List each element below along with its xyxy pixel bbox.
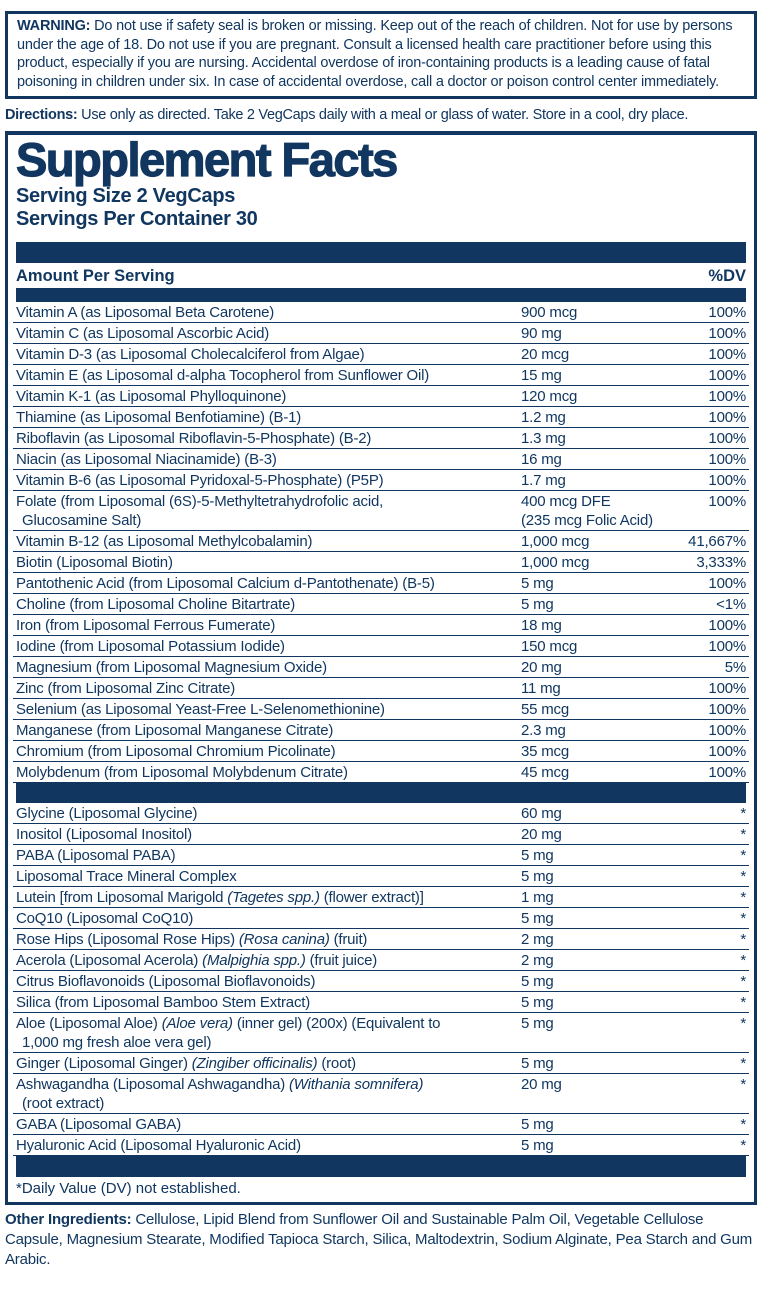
nutrient-amount: 5 mg [521, 847, 554, 865]
amount-per-serving-header: Amount Per Serving [16, 267, 175, 286]
nutrient-name: Liposomal Trace Mineral Complex [16, 868, 237, 886]
nutrient-amount: 5 mg [521, 910, 554, 928]
nutrient-name: Vitamin E (as Liposomal d-alpha Tocopherol from Sunflower Oil) [16, 367, 430, 385]
nutrient-name: Folate (from Liposomal (6S)-5-Methyltetrahydrofolic acid, Glucosamine Salt) [16, 493, 384, 530]
nutrient-amount: 5 mg [521, 1116, 554, 1134]
nutrient-amount: 5 mg [521, 868, 554, 886]
nutrient-dv: * [740, 889, 746, 907]
nutrient-amount: 90 mg [521, 325, 562, 343]
nutrient-name: Iodine (from Liposomal Potassium Iodide) [16, 638, 285, 656]
nutrient-name: Glycine (Liposomal Glycine) [16, 805, 198, 823]
nutrient-name: Iron (from Liposomal Ferrous Fumerate) [16, 617, 276, 635]
nutrient-dv: * [740, 973, 746, 991]
nutrient-dv: 100% [708, 764, 746, 782]
nutrient-name: Riboflavin (as Liposomal Riboflavin-5-Phosphate) (B-2) [16, 430, 372, 448]
nutrient-row [13, 803, 749, 824]
nutrient-amount: 55 mcg [521, 701, 569, 719]
directions [5, 105, 757, 125]
nutrient-dv: 100% [708, 451, 746, 469]
nutrient-row [13, 1074, 749, 1114]
nutrient-row [13, 615, 749, 636]
nutrient-dv: 100% [708, 409, 746, 427]
nutrient-dv: * [740, 1137, 746, 1155]
nutrient-dv: 100% [708, 575, 746, 593]
nutrient-name: Selenium (as Liposomal Yeast-Free L-Selenomethionine) [16, 701, 385, 719]
nutrient-row [13, 1114, 749, 1135]
nutrient-dv: 100% [708, 388, 746, 406]
nutrient-name: Silica (from Liposomal Bamboo Stem Extract) [16, 994, 311, 1012]
nutrient-row [13, 845, 749, 866]
divider-bar-top [16, 242, 746, 263]
nutrient-dv: * [740, 868, 746, 886]
nutrient-amount: 60 mg [521, 805, 562, 823]
nutrient-amount: 1,000 mcg [521, 554, 590, 572]
nutrient-row [13, 699, 749, 720]
nutrient-dv: <1% [716, 596, 746, 614]
nutrient-amount: 20 mcg [521, 346, 569, 364]
nutrient-row [13, 720, 749, 741]
nutrient-name: Inositol (Liposomal Inositol) [16, 826, 192, 844]
nutrient-name: Vitamin K-1 (as Liposomal Phylloquinone) [16, 388, 287, 406]
nutrient-name: Chromium (from Liposomal Chromium Picolinate) [16, 743, 336, 761]
nutrient-amount: 1.2 mg [521, 409, 566, 427]
nutrient-name: Magnesium (from Liposomal Magnesium Oxide) [16, 659, 327, 677]
nutrient-name: Vitamin B-12 (as Liposomal Methylcobalamin) [16, 533, 313, 551]
nutrient-dv: 100% [708, 701, 746, 719]
nutrient-name: Vitamin A (as Liposomal Beta Carotene) [16, 304, 275, 322]
nutrient-row [13, 1013, 749, 1053]
nutrient-name: Niacin (as Liposomal Niacinamide) (B-3) [16, 451, 277, 469]
nutrient-name: Thiamine (as Liposomal Benfotiamine) (B-1) [16, 409, 302, 427]
divider-bar-bottom [16, 1156, 746, 1177]
nutrient-name: Choline (from Liposomal Choline Bitartrate) [16, 596, 296, 614]
nutrient-name: Ashwagandha (Liposomal Ashwagandha) (Withania somnifera) (root extract) [16, 1076, 424, 1113]
nutrient-amount: 1.3 mg [521, 430, 566, 448]
nutrient-name: Manganese (from Liposomal Manganese Citrate) [16, 722, 334, 740]
other-ingredients-text: Cellulose, Lipid Blend from Sunflower Oil and Sustainable Palm Oil, Vegetable Cellulose Capsule, Magnesium Stearate, Modified Tapioca Starch, Silica, Maltodextrin, Sodium Alginate, Pea Starch and Gum Arabic. [5, 1211, 753, 1269]
nutrient-row [13, 678, 749, 699]
nutrient-dv: 100% [708, 722, 746, 740]
nutrient-dv: 100% [708, 617, 746, 635]
nutrient-row [13, 302, 749, 323]
nutrient-name: GABA (Liposomal GABA) [16, 1116, 182, 1134]
nutrient-dv: * [740, 931, 746, 949]
nutrient-amount: 20 mg [521, 826, 562, 844]
nutrient-amount: 18 mg [521, 617, 562, 635]
nutrient-amount: 5 mg [521, 596, 554, 614]
nutrient-dv: 100% [708, 346, 746, 364]
nutrient-amount: 2.3 mg [521, 722, 566, 740]
nutrient-dv: 100% [708, 367, 746, 385]
supplement-facts-panel [5, 131, 757, 1205]
nutrient-dv: 100% [708, 493, 746, 511]
nutrient-row [13, 594, 749, 615]
nutrient-dv: 100% [708, 638, 746, 656]
nutrient-amount: 120 mcg [521, 388, 578, 406]
nutrient-name: Vitamin D-3 (as Liposomal Cholecalciferol from Algae) [16, 346, 365, 364]
nutrient-row [13, 741, 749, 762]
nutrient-name: Vitamin B-6 (as Liposomal Pyridoxal-5-Phosphate) (P5P) [16, 472, 384, 490]
nutrient-row [13, 552, 749, 573]
panel-title: Supplement Facts [16, 133, 397, 187]
nutrient-row [13, 531, 749, 552]
nutrient-row [13, 386, 749, 407]
nutrient-dv: * [740, 1076, 746, 1094]
warning-label: WARNING: [17, 18, 91, 34]
nutrient-dv: * [740, 847, 746, 865]
divider-bar-header [16, 288, 746, 302]
nutrient-dv: 41,667% [688, 533, 746, 551]
nutrient-dv: 100% [708, 680, 746, 698]
nutrient-amount: 5 mg [521, 1015, 554, 1033]
nutrient-row [13, 365, 749, 386]
nutrient-dv: 100% [708, 472, 746, 490]
nutrient-name: Hyaluronic Acid (Liposomal Hyaluronic Acid) [16, 1137, 301, 1155]
nutrient-amount: 5 mg [521, 1137, 554, 1155]
nutrient-name: Citrus Bioflavonoids (Liposomal Bioflavonoids) [16, 973, 316, 991]
nutrient-dv: 3,333% [696, 554, 746, 572]
nutrient-name: Molybdenum (from Liposomal Molybdenum Citrate) [16, 764, 348, 782]
nutrient-name: PABA (Liposomal PABA) [16, 847, 176, 865]
nutrient-name: Lutein [from Liposomal Marigold (Tagetes spp.) (flower extract)] [16, 889, 424, 907]
nutrient-name: Acerola (Liposomal Acerola) (Malpighia spp.) (fruit juice) [16, 952, 378, 970]
warning-text: Do not use if safety seal is broken or missing. Keep out of the reach of children. Not for use by persons under the age of 18. Do not use if you are pregnant. Consult a licensed health care practitioner before using this product, especially if you are nursing. Accidental overdose of iron-containing products is a leading cause of fatal poisoning in children under six. In case of accidental overdose, call a doctor or poison control center immediately. [17, 18, 733, 90]
nutrient-row [13, 573, 749, 594]
nutrient-amount: 1.7 mg [521, 472, 566, 490]
nutrient-row [13, 887, 749, 908]
nutrient-row [13, 323, 749, 344]
servings-per-container: Servings Per Container 30 [16, 208, 258, 231]
nutrient-dv: * [740, 1015, 746, 1033]
nutrient-row [13, 824, 749, 845]
nutrient-row [13, 344, 749, 365]
nutrient-name: Pantothenic Acid (from Liposomal Calcium d-Pantothenate) (B-5) [16, 575, 435, 593]
nutrient-dv: * [740, 826, 746, 844]
nutrient-dv: 5% [724, 659, 746, 677]
other-ingredients-label: Other Ingredients: [5, 1211, 132, 1229]
nutrient-row [13, 407, 749, 428]
nutrient-table-section-other-actives [13, 803, 749, 1156]
nutrient-row [13, 971, 749, 992]
nutrient-row [13, 1053, 749, 1074]
nutrient-amount: 2 mg [521, 952, 554, 970]
nutrient-amount: 20 mg [521, 1076, 562, 1094]
other-ingredients [5, 1210, 757, 1270]
nutrient-name: Ginger (Liposomal Ginger) (Zingiber officinalis) (root) [16, 1055, 356, 1073]
nutrient-amount: 45 mcg [521, 764, 569, 782]
nutrient-amount: 150 mcg [521, 638, 578, 656]
nutrient-name: Aloe (Liposomal Aloe) (Aloe vera) (inner gel) (200x) (Equivalent to 1,000 mg fresh aloe vera gel) [16, 1015, 441, 1052]
nutrient-row [13, 929, 749, 950]
nutrient-dv: 100% [708, 304, 746, 322]
nutrient-dv: * [740, 1116, 746, 1134]
section-divider-bar [16, 783, 746, 803]
nutrient-row [13, 470, 749, 491]
nutrient-row [13, 636, 749, 657]
nutrient-amount: 1 mg [521, 889, 554, 907]
nutrient-name: Vitamin C (as Liposomal Ascorbic Acid) [16, 325, 270, 343]
nutrient-table-section-vitamins [13, 302, 749, 783]
nutrient-row [13, 762, 749, 783]
dv-footnote: *Daily Value (DV) not established. [16, 1180, 241, 1198]
nutrient-dv: 100% [708, 743, 746, 761]
nutrient-row [13, 491, 749, 531]
nutrient-name: CoQ10 (Liposomal CoQ10) [16, 910, 194, 928]
nutrient-dv: * [740, 994, 746, 1012]
nutrient-name: Rose Hips (Liposomal Rose Hips) (Rosa canina) (fruit) [16, 931, 368, 949]
nutrient-row [13, 657, 749, 678]
nutrient-amount: 5 mg [521, 994, 554, 1012]
nutrient-amount: 2 mg [521, 931, 554, 949]
nutrient-amount: 16 mg [521, 451, 562, 469]
nutrient-dv: 100% [708, 325, 746, 343]
nutrient-dv: * [740, 1055, 746, 1073]
nutrient-amount: 20 mg [521, 659, 562, 677]
nutrient-amount: 15 mg [521, 367, 562, 385]
nutrient-dv: * [740, 805, 746, 823]
nutrient-row [13, 1135, 749, 1156]
nutrient-dv: * [740, 910, 746, 928]
nutrient-row [13, 992, 749, 1013]
nutrient-amount: 35 mcg [521, 743, 569, 761]
nutrient-amount: 5 mg [521, 575, 554, 593]
serving-size: Serving Size 2 VegCaps [16, 185, 236, 208]
nutrient-row [13, 950, 749, 971]
nutrient-row [13, 866, 749, 887]
column-header [13, 263, 749, 288]
nutrient-amount: 5 mg [521, 1055, 554, 1073]
directions-text: Use only as directed. Take 2 VegCaps daily with a meal or glass of water. Store in a cool, dry place. [81, 107, 689, 124]
label-page [0, 11, 762, 1270]
nutrient-row [13, 449, 749, 470]
nutrient-dv: 100% [708, 430, 746, 448]
nutrient-dv: * [740, 952, 746, 970]
nutrient-amount: 11 mg [521, 680, 561, 698]
warning-box [5, 11, 757, 99]
dv-header: %DV [708, 267, 746, 286]
nutrient-amount: 900 mcg [521, 304, 578, 322]
nutrient-row [13, 428, 749, 449]
nutrient-amount: 400 mcg DFE (235 mcg Folic Acid) [521, 493, 653, 530]
nutrient-name: Zinc (from Liposomal Zinc Citrate) [16, 680, 236, 698]
nutrient-amount: 1,000 mcg [521, 533, 590, 551]
nutrient-name: Biotin (Liposomal Biotin) [16, 554, 173, 572]
nutrient-amount: 5 mg [521, 973, 554, 991]
nutrient-row [13, 908, 749, 929]
directions-label: Directions: [5, 107, 78, 124]
